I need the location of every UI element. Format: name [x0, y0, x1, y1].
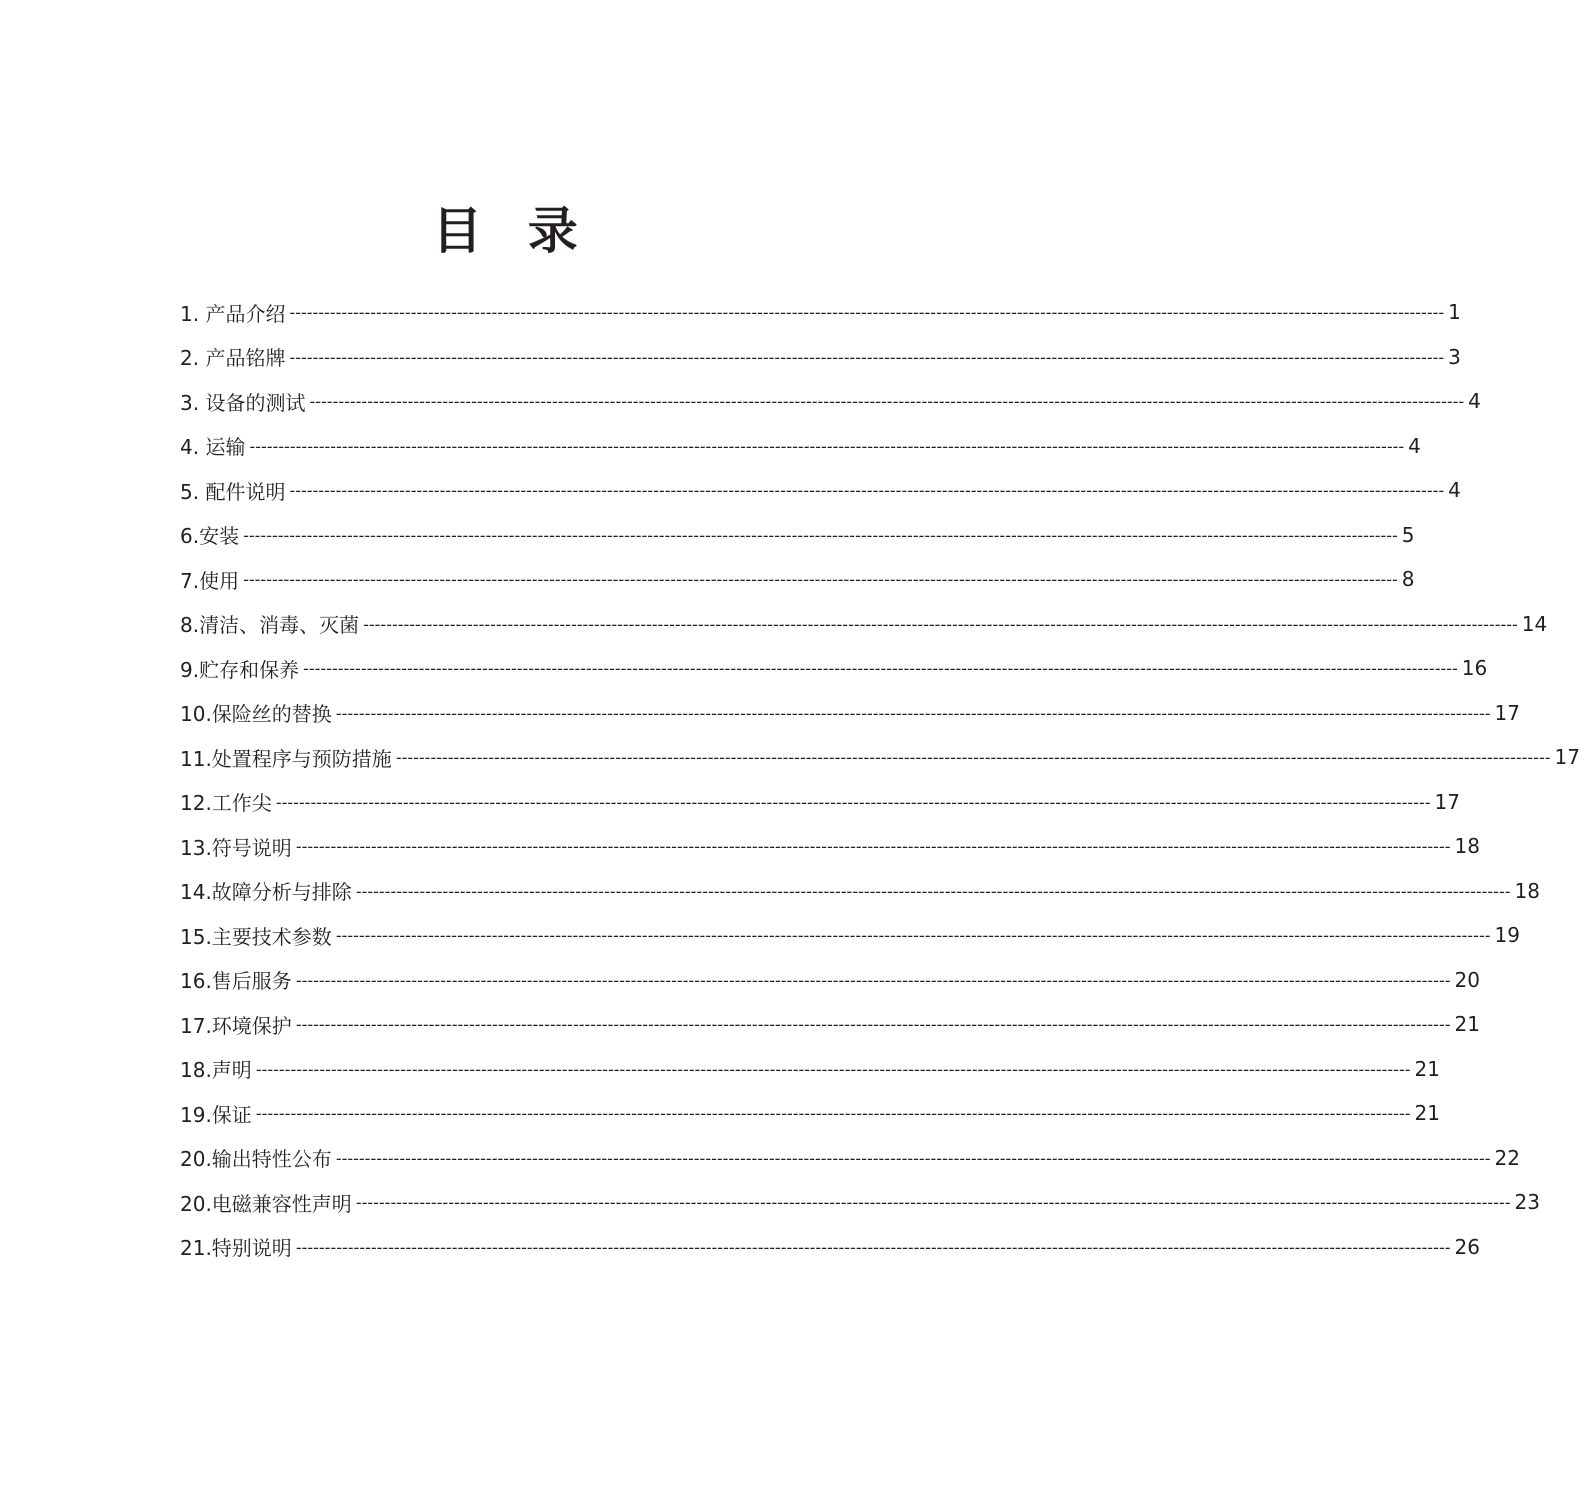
- toc-entry-page: 14: [1521, 611, 1548, 636]
- toc-entry-page: 23: [1514, 1190, 1540, 1215]
- toc-entry: [180, 1002, 1480, 1047]
- toc-entry-page: 22: [1494, 1145, 1520, 1170]
- toc-entry-label: 20.电磁兼容性声明: [180, 1191, 352, 1216]
- toc-entry: [180, 1091, 1440, 1136]
- toc-leader: --------------------------------------------------------------------------------------------------------------------------------------------------------------------------------------------------------: [243, 570, 1398, 590]
- toc-entry-page: 1: [1448, 300, 1461, 325]
- toc-entry-label: 4. 运输: [180, 435, 246, 460]
- toc-entry: [180, 1225, 1480, 1270]
- toc-entry: [180, 513, 1415, 558]
- toc-entry-page: 17: [1554, 745, 1580, 770]
- toc-entry: [180, 1047, 1440, 1092]
- toc-entry: [180, 335, 1461, 380]
- toc-entry-page: 5: [1401, 522, 1415, 547]
- toc-entry: [180, 913, 1520, 958]
- toc-entry-label: 13.符号说明: [180, 835, 292, 860]
- toc-entry-label: 19.保证: [180, 1102, 252, 1127]
- toc-leader: --------------------------------------------------------------------------------------------------------------------------------------------------------------------------------------------------------: [395, 748, 1551, 768]
- toc-leader: --------------------------------------------------------------------------------------------------------------------------------------------------------------------------------------------------------: [289, 303, 1445, 323]
- toc-leader: --------------------------------------------------------------------------------------------------------------------------------------------------------------------------------------------------------: [255, 1059, 1411, 1079]
- toc-entry-page: 26: [1454, 1234, 1480, 1259]
- toc-entry: [180, 1180, 1540, 1225]
- toc-entry-label: 15.主要技术参数: [180, 924, 332, 949]
- toc-entry-page: 4: [1468, 389, 1481, 414]
- toc-leader: --------------------------------------------------------------------------------------------------------------------------------------------------------------------------------------------------------: [255, 1104, 1411, 1124]
- toc-entry-page: 21: [1454, 1012, 1480, 1037]
- toc-leader: --------------------------------------------------------------------------------------------------------------------------------------------------------------------------------------------------------: [249, 436, 1405, 456]
- toc-entry: [180, 958, 1480, 1003]
- toc-entry-label: 1. 产品介绍: [180, 301, 286, 326]
- toc-leader: --------------------------------------------------------------------------------------------------------------------------------------------------------------------------------------------------------: [303, 659, 1458, 679]
- toc-entry-page: 3: [1448, 344, 1461, 369]
- toc-leader: --------------------------------------------------------------------------------------------------------------------------------------------------------------------------------------------------------: [295, 1237, 1451, 1257]
- toc-entry-label: 3. 设备的测试: [180, 390, 306, 415]
- toc-entry-page: 17: [1494, 700, 1520, 725]
- toc-entry: [180, 468, 1461, 513]
- toc-entry: [180, 735, 1580, 780]
- toc-entry-label: 14.故障分析与排除: [180, 880, 352, 905]
- toc-entry-page: 4: [1408, 433, 1421, 458]
- toc-entry-label: 20.输出特性公布: [180, 1147, 332, 1172]
- toc-leader: --------------------------------------------------------------------------------------------------------------------------------------------------------------------------------------------------------: [355, 1193, 1511, 1213]
- toc-title: 目 录: [432, 202, 592, 260]
- toc-entry-page: 18: [1454, 834, 1480, 859]
- toc-entry: [180, 869, 1540, 914]
- toc-leader: --------------------------------------------------------------------------------------------------------------------------------------------------------------------------------------------------------: [289, 481, 1445, 501]
- toc-entry-page: 21: [1414, 1101, 1440, 1126]
- toc-entry: [180, 290, 1461, 335]
- toc-leader: --------------------------------------------------------------------------------------------------------------------------------------------------------------------------------------------------------: [243, 525, 1398, 545]
- toc-entry: [180, 379, 1481, 424]
- toc-entry-label: 9.贮存和保养: [180, 657, 300, 682]
- toc-leader: --------------------------------------------------------------------------------------------------------------------------------------------------------------------------------------------------------: [295, 1015, 1451, 1035]
- toc-entry: [180, 646, 1488, 691]
- toc-entry-page: 4: [1448, 478, 1461, 503]
- toc-entry: [180, 424, 1421, 469]
- toc-leader: --------------------------------------------------------------------------------------------------------------------------------------------------------------------------------------------------------: [289, 347, 1445, 367]
- toc-entry-label: 17.环境保护: [180, 1013, 292, 1038]
- toc-entry-label: 7.使用: [180, 568, 240, 593]
- toc-leader: --------------------------------------------------------------------------------------------------------------------------------------------------------------------------------------------------------: [363, 614, 1518, 634]
- toc-entry: [180, 1136, 1520, 1181]
- toc-entry: [180, 824, 1480, 869]
- toc-entry-label: 2. 产品铭牌: [180, 346, 286, 371]
- toc-entry-label: 11.处置程序与预防措施: [180, 746, 392, 771]
- toc-entry-label: 6.安装: [180, 524, 240, 549]
- toc-leader: --------------------------------------------------------------------------------------------------------------------------------------------------------------------------------------------------------: [309, 392, 1465, 412]
- toc-leader: --------------------------------------------------------------------------------------------------------------------------------------------------------------------------------------------------------: [295, 970, 1451, 990]
- toc-list: [180, 290, 1580, 1269]
- toc-entry-page: 21: [1414, 1056, 1440, 1081]
- toc-entry-page: 8: [1401, 567, 1415, 592]
- toc-entry: [180, 557, 1415, 602]
- toc-entry-label: 21.特别说明: [180, 1236, 292, 1261]
- toc-entry-page: 20: [1454, 967, 1480, 992]
- toc-entry-label: 10.保险丝的替换: [180, 702, 332, 727]
- toc-leader: --------------------------------------------------------------------------------------------------------------------------------------------------------------------------------------------------------: [335, 703, 1491, 723]
- toc-entry-label: 12.工作尖: [180, 791, 272, 816]
- toc-entry: [180, 602, 1548, 647]
- toc-entry-label: 18.声明: [180, 1058, 252, 1083]
- toc-entry: [180, 691, 1520, 736]
- toc-entry-page: 17: [1434, 789, 1460, 814]
- toc-entry-page: 18: [1514, 878, 1540, 903]
- toc-leader: --------------------------------------------------------------------------------------------------------------------------------------------------------------------------------------------------------: [335, 1148, 1491, 1168]
- toc-entry-label: 5. 配件说明: [180, 479, 286, 504]
- toc-leader: --------------------------------------------------------------------------------------------------------------------------------------------------------------------------------------------------------: [335, 926, 1491, 946]
- toc-entry: [180, 780, 1460, 825]
- toc-entry-label: 8.清洁、消毒、灭菌: [180, 613, 360, 638]
- toc-leader: --------------------------------------------------------------------------------------------------------------------------------------------------------------------------------------------------------: [355, 881, 1511, 901]
- toc-leader: --------------------------------------------------------------------------------------------------------------------------------------------------------------------------------------------------------: [275, 792, 1431, 812]
- toc-entry-page: 16: [1461, 656, 1488, 681]
- toc-leader: --------------------------------------------------------------------------------------------------------------------------------------------------------------------------------------------------------: [295, 837, 1451, 857]
- toc-entry-page: 19: [1494, 923, 1520, 948]
- toc-entry-label: 16.售后服务: [180, 969, 292, 994]
